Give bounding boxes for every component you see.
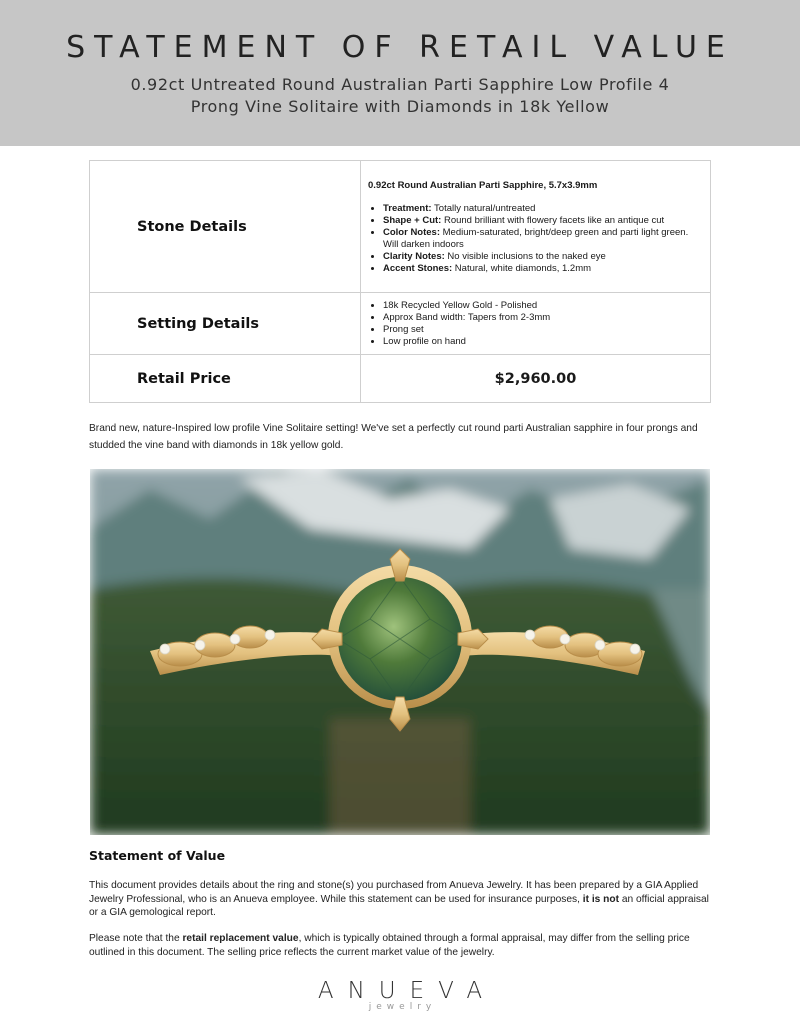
ring-photo-illustration	[90, 469, 710, 835]
item-value: Medium-saturated, bright/deep green and parti light green. Will darken indoors	[383, 227, 689, 250]
item-key: Shape + Cut:	[383, 215, 442, 226]
list-item: • Low profile on hand	[383, 336, 702, 348]
setting-details-list	[368, 300, 702, 348]
list-item: • Approx Band width: Tapers from 2-3mm	[383, 312, 702, 324]
text-run: This document provides details about the ring and stone(s) you purchased from Anueva Jewelry. It has been prepared by a GIA Applied Jewelry Professional, who is an Anueva employee. While this statement can be used for insurance purposes,	[89, 880, 699, 905]
ring-photo	[90, 469, 710, 835]
setting-details-label: Setting Details	[137, 315, 260, 332]
list-item	[383, 203, 702, 215]
item-value: No visible inclusions to the naked eye	[447, 251, 606, 262]
subtitle-line-2: Prong Vine Solitaire with Diamonds in 18k Yellow	[190, 97, 610, 116]
setting-details-content-cell	[361, 293, 711, 355]
statement-title: Statement of Value	[89, 848, 226, 863]
item-key: Color Notes:	[383, 227, 440, 238]
stone-details-label: Stone Details	[137, 218, 247, 235]
item-key: Clarity Notes:	[383, 251, 445, 262]
anueva-logo	[0, 978, 800, 1012]
intro-paragraph: Brand new, nature-Inspired low profile Vine Solitaire setting! We've set a perfectly cut round parti Australian sapphire in four prongs and studded the vine band with diamonds in 18k yellow gold.	[89, 423, 698, 451]
item-value: Natural, white diamonds, 1.2mm	[454, 263, 592, 274]
list-item: • 18k Recycled Yellow Gold - Polished	[383, 300, 702, 312]
item-key: Treatment:	[383, 203, 432, 214]
document-title: STATEMENT OF RETAIL VALUE	[66, 30, 734, 65]
statement-paragraph-1	[89, 879, 711, 920]
list-item	[383, 251, 702, 263]
subtitle-line-1: 0.92ct Untreated Round Australian Parti Sapphire Low Profile 4	[130, 75, 670, 94]
text-run: Please note that the	[89, 933, 183, 944]
emphasis-text: it is not	[582, 893, 620, 905]
stone-title: 0.92ct Round Australian Parti Sapphire, 5.7x3.9mm	[368, 180, 598, 191]
stone-details-content-cell	[361, 161, 711, 293]
list-item	[383, 215, 702, 227]
retail-price-label-cell	[90, 355, 361, 403]
retail-price-label: Retail Price	[137, 370, 231, 387]
product-subtitle	[100, 74, 700, 118]
retail-price-row	[90, 355, 711, 403]
list-item	[383, 227, 702, 251]
setting-details-row	[90, 293, 711, 355]
list-item: • Prong set	[383, 324, 702, 336]
header-band	[0, 0, 800, 146]
text-run: an official appraisal or a GIA gemological report.	[89, 893, 709, 918]
setting-details-label-cell	[90, 293, 361, 355]
stone-details-list	[368, 203, 702, 275]
logo-sub: jewelry	[368, 1002, 437, 1012]
list-item	[383, 263, 702, 275]
emphasis-text: retail replacement value	[182, 933, 299, 944]
retail-price-value: $2,960.00	[361, 355, 711, 403]
details-table	[89, 160, 711, 403]
item-value: Round brilliant with flowery facets like an antique cut	[443, 215, 665, 226]
statement-paragraph-2	[89, 932, 711, 959]
stone-details-label-cell	[90, 161, 361, 293]
text-run: , which is typically obtained through a formal appraisal, may differ from the selling price outlined in this document. The selling price reflects the current market value of the jewelry.	[89, 933, 690, 958]
item-key: Accent Stones:	[383, 263, 453, 274]
stone-details-row	[90, 161, 711, 293]
logo-brand: ANUEVA	[317, 978, 497, 1004]
item-value: Totally natural/untreated	[434, 203, 536, 214]
